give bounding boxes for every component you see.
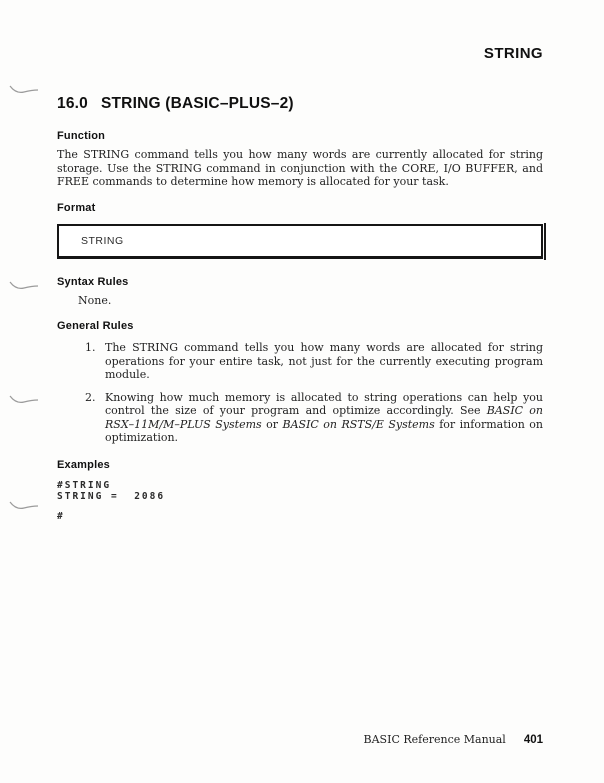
general-rule-item	[57, 341, 543, 382]
format-box-text: STRING	[81, 234, 124, 247]
scan-margin-mark	[8, 498, 40, 514]
format-heading: Format	[57, 201, 96, 214]
format-box	[57, 224, 543, 259]
function-body: The STRING command tells you how many words are currently allocated for string storage. Use the STRING command in conjunction with the CORE, I/O BUFFER, and FREE commands to determine how memory is allocated for your task.	[57, 148, 543, 188]
scan-margin-mark	[8, 278, 40, 294]
code-line: STRING = 2086	[57, 490, 166, 502]
book-title-italic: BASIC on RSX–11M/M–PLUS Systems	[105, 404, 543, 431]
section-heading	[57, 95, 543, 113]
running-head: STRING	[483, 45, 543, 62]
rule-text-segment: or	[261, 417, 283, 431]
rule-number: 2.	[85, 390, 96, 404]
rule-text-segment: The STRING command tells you how many words are allocated for string operations for your entire task, not just for the currently executing program module.	[105, 341, 543, 381]
syntax-rules-body: None.	[78, 293, 112, 307]
function-heading: Function	[57, 130, 106, 142]
examples-heading: Examples	[57, 458, 110, 471]
rule-number: 1.	[85, 341, 96, 354]
syntax-rules-heading: Syntax Rules	[57, 275, 129, 288]
section-title: STRING (BASIC–PLUS–2)	[100, 95, 294, 112]
book-title-italic: BASIC on RSTS/E Systems	[282, 417, 435, 431]
rule-text-segment: Knowing how much memory is allocated to string operations can help you control the size of your program and optimize accordingly. See	[105, 390, 543, 417]
page-footer	[364, 733, 543, 746]
code-prompt: #	[57, 510, 65, 522]
scan-margin-mark	[8, 392, 40, 408]
manual-title: BASIC Reference Manual	[363, 733, 506, 746]
scan-margin-mark	[8, 82, 40, 98]
rule-text	[105, 391, 543, 445]
page-number: 401	[523, 734, 543, 746]
rule-text	[105, 341, 543, 382]
code-line-blank	[57, 502, 543, 511]
section-number: 16.0	[57, 95, 88, 112]
general-rule-item	[57, 391, 543, 445]
example-code-block	[57, 480, 543, 522]
general-rules-heading: General Rules	[57, 320, 134, 332]
code-line: #STRING	[57, 479, 112, 491]
rule-text-segment: for information on optimization.	[105, 417, 544, 444]
